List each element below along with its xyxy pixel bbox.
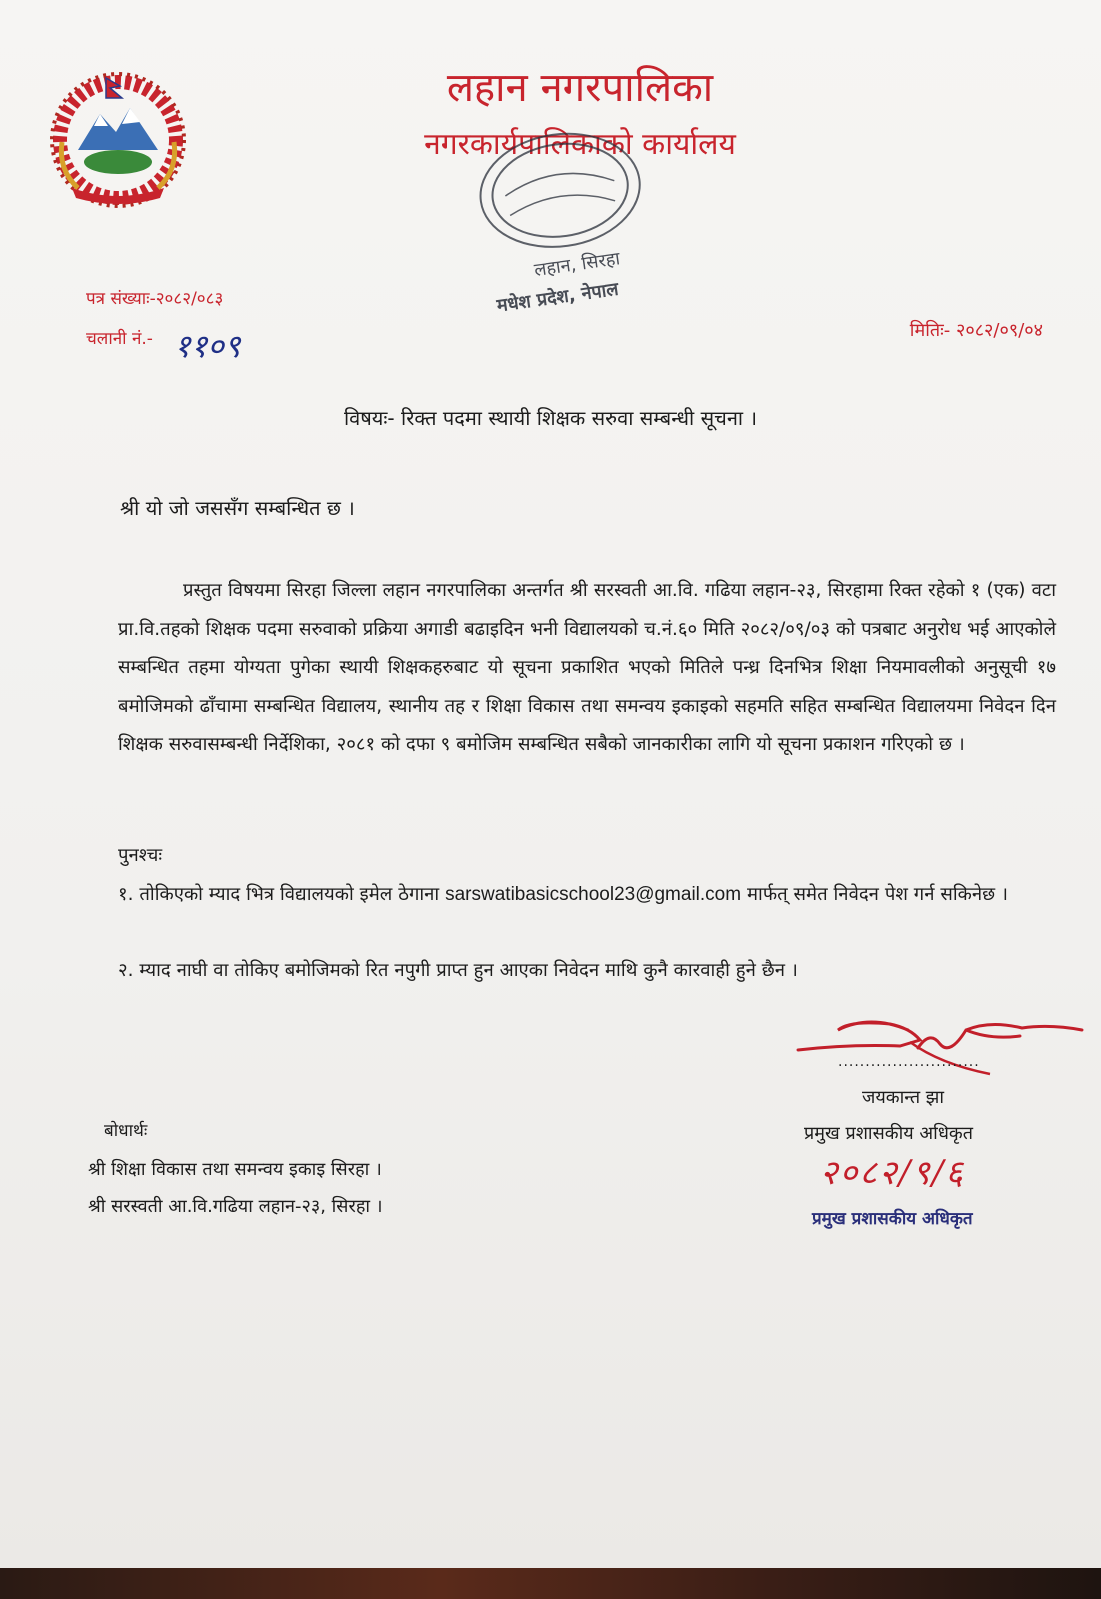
- municipality-title: लहान नगरपालिका: [446, 65, 714, 111]
- school-email: sarswatibasicschool23@gmail.com: [445, 884, 742, 905]
- postscript-item-1: [118, 876, 1056, 914]
- item1-text-end: मार्फत् समेत निवेदन पेश गर्न सकिनेछ ।: [746, 884, 1008, 905]
- postscript-item-2: २. म्याद नाघी वा तोकिए बमोजिमको रित नपुगी प्राप्त हुन आएका निवेदन माथि कुनै कारवाही हुने छैन ।: [118, 960, 798, 981]
- signatory-title: प्रमुख प्रशासकीय अधिकृत: [804, 1123, 973, 1144]
- letter-date: मितिः- २०८२/०९/०४: [909, 320, 1043, 341]
- dispatch-number-handwritten: ११०९: [174, 327, 241, 365]
- cc-label: बोधार्थः: [104, 1121, 148, 1141]
- letter-number: पत्र संख्याः-२०८२/०८३: [86, 289, 224, 309]
- addressee: श्री यो जो जससँग सम्बन्धित छ ।: [120, 496, 355, 520]
- office-seal-stamp: [450, 120, 680, 330]
- cc-line: श्री सरस्वती आ.वि.गढिया लहान-२३, सिरहा ।: [88, 1196, 383, 1217]
- cc-line: श्री शिक्षा विकास तथा समन्वय इकाइ सिरहा ।: [88, 1159, 382, 1180]
- office-subtitle: नगरकार्यपालिकाको कार्यालय: [424, 127, 736, 162]
- nepal-emblem-icon: [38, 70, 198, 210]
- background-strip: [0, 1568, 1101, 1599]
- item1-text-start: १. तोकिएको म्याद भित्र विद्यालयको इमेल ठेगाना: [118, 884, 440, 905]
- handwritten-date: २०८२/९/६: [820, 1153, 965, 1193]
- dispatch-number-label: चलानी नं.-: [86, 329, 153, 349]
- subject-line: विषयः- रिक्त पदमा स्थायी शिक्षक सरुवा सम्बन्धी सूचना ।: [343, 406, 758, 430]
- signatory-name: जयकान्त झा: [862, 1087, 945, 1108]
- postscript-label: पुनश्चः: [118, 845, 163, 866]
- notice-body: प्रस्तुत विषयमा सिरहा जिल्ला लहान नगरपालिका अन्तर्गत श्री सरस्वती आ.वि. गढिया लहान-२३, सिरहामा रिक्त रहेको १ (एक) वटा प्रा.वि.तहको शिक्षक पदमा सरुवाको प्रक्रिया अगाडी बढाइदिन भनी विद्यालयको च.नं.६० मिति २०८२/०९/०३ को पत्रबाट अनुरोध भई आएकोले सम्बन्धित तहमा योग्यता पुगेका स्थायी शिक्षकहरुबाट यो सूचना प्रकाशित भएको मितिले पन्ध्र दिनभित्र शिक्षा नियमावलीको अनुसूची १७ बमोजिमको ढाँचामा सम्बन्धित विद्यालय, स्थानीय तह र शिक्षा विकास तथा समन्वय इकाइको सहमति सहित सम्बन्धित विद्यालयमा निवेदन दिन शिक्षक सरुवासम्बन्धी निर्देशिका, २०८१ को दफा ९ बमोजिम सम्बन्धित सबैको जानकारीका लागि यो सूचना प्रकाशन गरिएको छ ।: [118, 580, 1056, 755]
- signature-line: ..........................: [838, 1054, 980, 1070]
- designation-stamp: प्रमुख प्रशासकीय अधिकृत: [812, 1209, 973, 1229]
- seal-line-2: मधेश प्रदेश, नेपाल: [495, 278, 620, 317]
- seal-line-1: लहान, सिरहा: [532, 248, 622, 282]
